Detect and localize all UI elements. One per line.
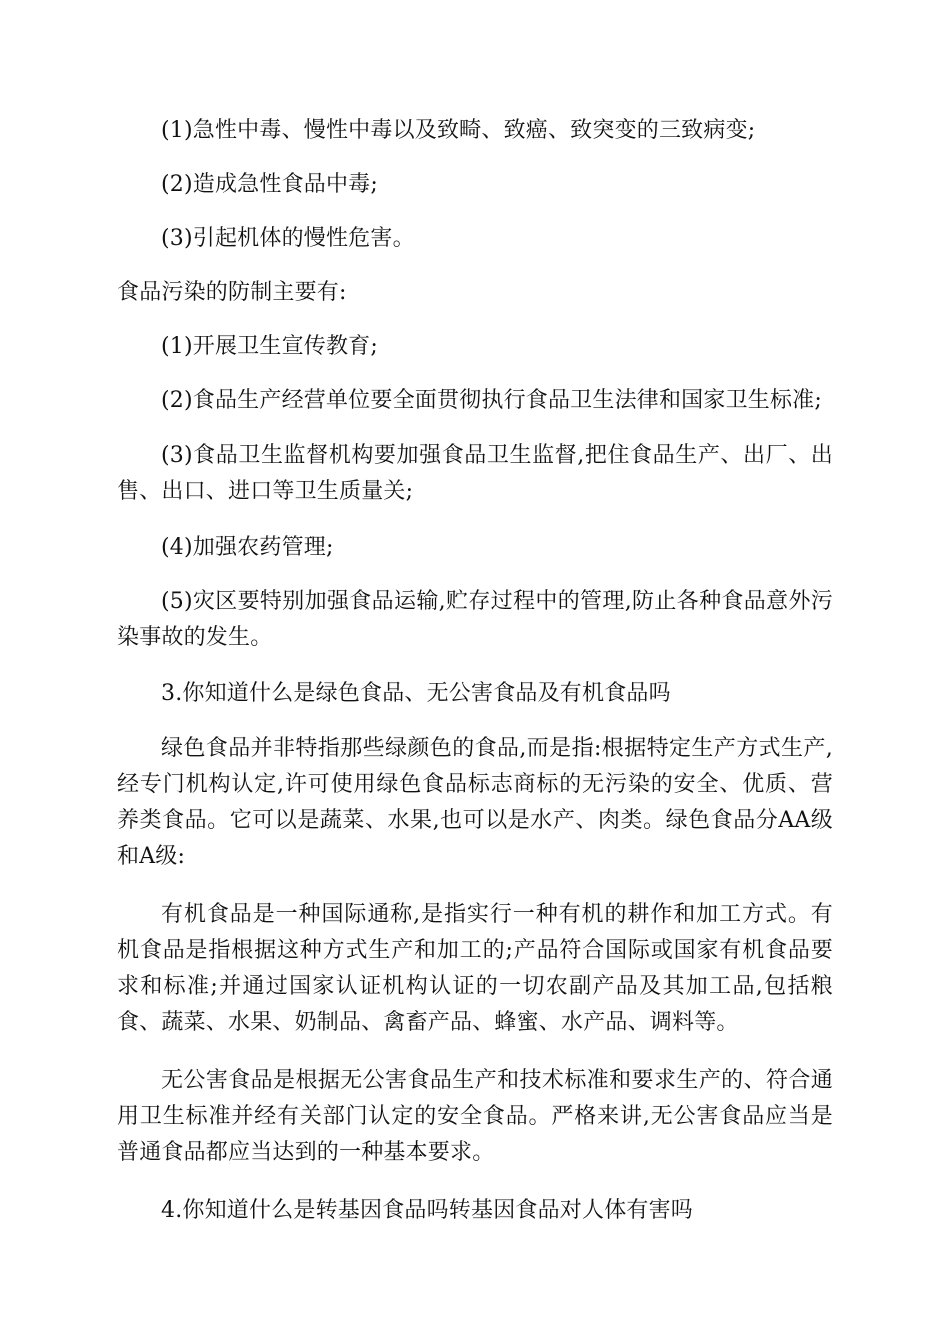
list-item-disaster-area: (5)灾区要特别加强食品运输,贮存过程中的管理,防止各种食品意外污染事故的发生。 [117,589,833,650]
paragraph-pollution-free-food: 无公害食品是根据无公害食品生产和技术标准和要求生产的、符合通用卫生标准并经有关部门认定的安全食品。严格来讲,无公害食品应当是普通食品都应当达到的一种基本要求。 [117,1068,833,1165]
list-item-supervision: (3)食品卫生监督机构要加强食品卫生监督,把住食品生产、出厂、出售、出口、进口等卫生质量关; [117,443,833,504]
list-item-acute-food-poisoning: (2)造成急性食品中毒; [161,172,378,197]
list-item-implement-standards: (2)食品生产经营单位要全面贯彻执行食品卫生法律和国家卫生标准; [161,388,822,413]
list-item-chronic-harm: (3)引起机体的慢性危害。 [161,226,415,251]
list-item-pesticide-management: (4)加强农药管理; [161,535,334,560]
question-heading-4: 4.你知道什么是转基因食品吗转基因食品对人体有害吗 [161,1198,693,1223]
list-item-health-education: (1)开展卫生宣传教育; [161,334,378,359]
paragraph-green-food: 绿色食品并非特指那些绿颜色的食品,而是指:根据特定生产方式生产,经专门机构认定,许可使用绿色食品标志商标的无污染的安全、优质、营养类食品。它可以是蔬菜、水果,也可以是水产、肉类。绿色食品分AA级和A级: [117,736,833,869]
section-lead-prevention: 食品污染的防制主要有: [117,280,347,305]
question-heading-3: 3.你知道什么是绿色食品、无公害食品及有机食品吗 [161,681,671,706]
list-item-acute-chronic-poisoning: (1)急性中毒、慢性中毒以及致畸、致癌、致突变的三致病变; [161,118,756,143]
paragraph-organic-food: 有机食品是一种国际通称,是指实行一种有机的耕作和加工方式。有机食品是指根据这种方式生产和加工的;产品符合国际或国家有机食品要求和标准;并通过国家认证机构认证的一切农副产品及其加工品,包括粮食、蔬菜、水果、奶制品、禽畜产品、蜂蜜、水产品、调料等。 [117,902,833,1035]
